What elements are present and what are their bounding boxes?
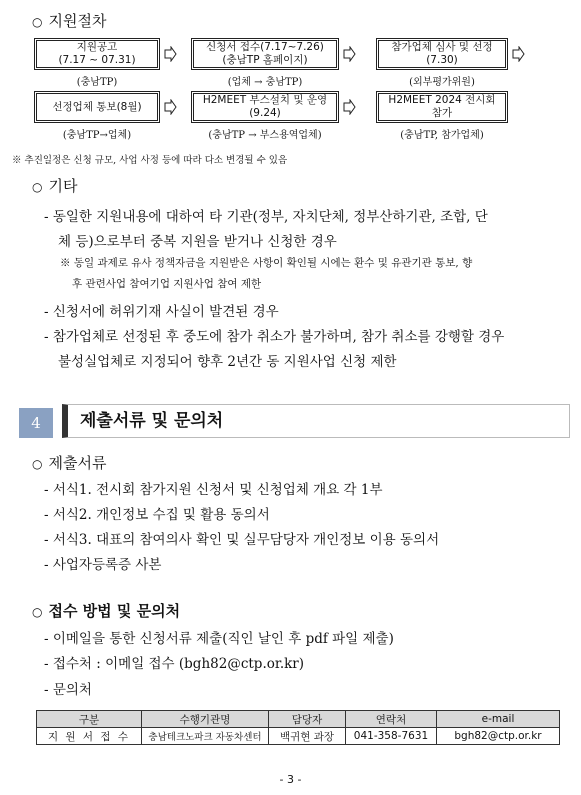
document-item-4: - 사업자등록증 사본 bbox=[44, 557, 162, 573]
table-cell: 041-358-7631 bbox=[346, 728, 437, 745]
other-item-1-note-cont: 후 관련사업 참여기업 지원사업 참여 제한 bbox=[72, 278, 262, 290]
other-item-3-cont: 불성실업체로 지정되어 향후 2년간 동 지원사업 신청 제한 bbox=[58, 354, 397, 370]
other-item-2: - 신청서에 허위기재 사실이 발견된 경우 bbox=[44, 304, 279, 320]
step-box-5: H2MEET 부스설치 및 운영 (9.24) bbox=[191, 91, 339, 123]
contact-table-header-row bbox=[37, 711, 560, 728]
contact-item-3: - 문의처 bbox=[44, 682, 92, 698]
table-cell: 백귀현 과장 bbox=[269, 728, 346, 745]
document-item-1: - 서식1. 전시회 참가지원 신청서 및 신청업체 개요 각 1부 bbox=[44, 482, 383, 498]
right-arrow-icon bbox=[512, 46, 525, 62]
hollow-circle-bullet-icon: ○ bbox=[32, 180, 43, 194]
table-cell: 충남테크노파크 자동차센터 bbox=[142, 728, 269, 745]
table-cell: bgh82@ctp.or.kr bbox=[437, 728, 560, 745]
step-caption-2: (업체 → 충남TP) bbox=[227, 77, 303, 88]
section-title: 제출서류 및 문의처 bbox=[62, 404, 570, 438]
step-caption-5: (충남TP → 부스용역업체) bbox=[208, 130, 322, 141]
other-item-3: - 참가업체로 선정된 후 중도에 참가 취소가 불가하며, 참가 취소를 강행할 경우 bbox=[44, 329, 505, 345]
table-header-cell: 연락처 bbox=[346, 711, 437, 728]
step-caption-4: (충남TP→업체) bbox=[62, 130, 132, 141]
procedure-heading: ○ 지원절차 bbox=[32, 12, 107, 30]
contact-heading: ○ 접수 방법 및 문의처 bbox=[32, 602, 181, 620]
step-box-2: 신청서 접수(7.17~7.26) (충남TP 홈페이지) bbox=[191, 38, 339, 70]
other-item-1: - 동일한 지원내용에 대하여 타 기관(정부, 자치단체, 정부산하기관, 조합, 단 bbox=[44, 209, 488, 225]
right-arrow-icon bbox=[164, 99, 177, 115]
schedule-note: ※ 추진일정은 신청 규모, 사업 사정 등에 따라 다소 변경될 수 있음 bbox=[12, 155, 288, 166]
documents-heading: ○ 제출서류 bbox=[32, 454, 107, 472]
hollow-circle-bullet-icon: ○ bbox=[32, 605, 43, 619]
page-number: - 3 - bbox=[279, 773, 302, 786]
other-item-1-cont: 체 등)으로부터 중복 지원을 받거나 신청한 경우 bbox=[58, 234, 337, 250]
step-box-6: H2MEET 2024 전시회 참가 bbox=[376, 91, 508, 123]
section-number: 4 bbox=[19, 408, 53, 438]
right-arrow-icon bbox=[343, 46, 356, 62]
document-item-2: - 서식2. 개인정보 수집 및 활용 동의서 bbox=[44, 507, 270, 523]
hollow-circle-bullet-icon: ○ bbox=[32, 15, 43, 29]
step-box-4: 선정업체 통보(8월) bbox=[34, 91, 160, 123]
right-arrow-icon bbox=[164, 46, 177, 62]
table-header-cell: 담당자 bbox=[269, 711, 346, 728]
contact-item-1: - 이메일을 통한 신청서류 제출(직인 날인 후 pdf 파일 제출) bbox=[44, 631, 394, 647]
other-item-1-note: ※ 동일 과제로 유사 정책자금을 지원받은 사항이 확인될 시에는 환수 및 유관기관 통보, 향 bbox=[60, 257, 473, 269]
step-box-1: 지원공고 (7.17 ~ 07.31) bbox=[34, 38, 160, 70]
other-heading: ○ 기타 bbox=[32, 177, 78, 195]
document-item-3: - 서식3. 대표의 참여의사 확인 및 실무담당자 개인정보 이용 동의서 bbox=[44, 532, 440, 548]
step-caption-6: (충남TP, 참가업체) bbox=[400, 130, 484, 141]
table-header-cell: e-mail bbox=[437, 711, 560, 728]
table-row bbox=[37, 728, 560, 745]
table-header-cell: 구분 bbox=[37, 711, 142, 728]
step-box-3: 참가업체 심사 및 선정 (7.30) bbox=[376, 38, 508, 70]
hollow-circle-bullet-icon: ○ bbox=[32, 457, 43, 471]
step-caption-1: (충남TP) bbox=[76, 77, 118, 88]
contact-item-2: - 접수처 : 이메일 접수 (bgh82@ctp.or.kr) bbox=[44, 656, 305, 672]
table-cell: 지 원 서 접 수 bbox=[37, 728, 142, 745]
table-header-cell: 수행기관명 bbox=[142, 711, 269, 728]
right-arrow-icon bbox=[343, 99, 356, 115]
contact-table bbox=[36, 710, 560, 745]
step-caption-3: (외부평가위원) bbox=[409, 77, 475, 88]
